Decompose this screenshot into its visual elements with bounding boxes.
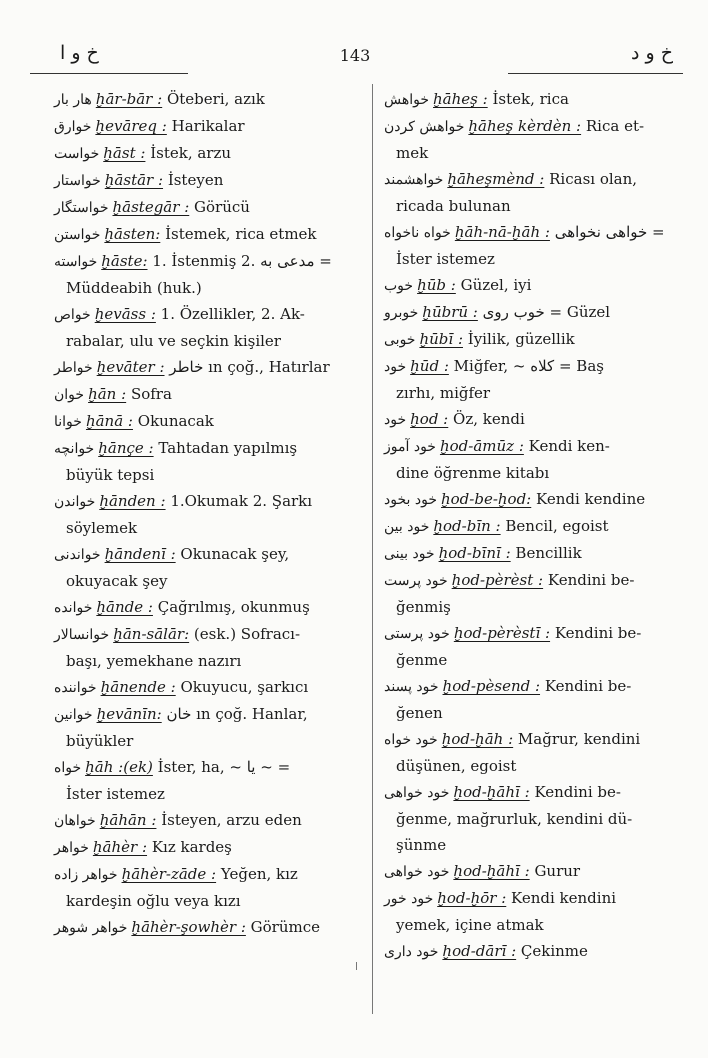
definition-continuation: Müddeabih (huk.) [66,279,202,297]
entry-line [54,488,362,515]
arabic-script-headword: خود داری [384,944,439,960]
dictionary-entry [384,272,684,299]
arabic-script-headword: خواندنی [54,547,101,563]
definition-continuation: başı, yemekhane nazırı [66,652,242,670]
entry-line [384,486,684,513]
arabic-script-headword: خوبرو [384,305,419,321]
definition: Çekinme [520,942,588,960]
arabic-script-headword: خود بخود [384,492,437,508]
definition-continuation: dine öğrenme kitabı [396,464,550,482]
transliteration: ḫāhèr-şowhèr : [131,918,246,936]
transliteration: ḫevāss : [94,305,156,323]
definition: İsteyen [167,171,224,189]
arabic-script-headword: خواهان [54,813,96,829]
definition: İsteyen, arzu eden [161,811,302,829]
definition: (esk.) Sofracı- [193,625,301,643]
arabic-script-headword: خود [384,412,407,428]
definition: Öz, kendi [453,410,525,428]
dictionary-entry [54,248,362,301]
arabic-script-headword: خوانچه [54,441,95,457]
dictionary-entry [54,701,362,754]
dictionary-entry [54,488,362,541]
page-header [0,40,708,80]
margin-mark [356,962,357,970]
header-rule-left [30,73,188,74]
dictionary-entry [54,674,362,701]
transliteration: ḫod-pèrèst : [451,571,544,589]
dictionary-entry [384,779,684,858]
arabic-script-headword: خواستن [54,227,101,243]
transliteration: ḫāheş : [433,90,488,108]
transliteration: ḫod-āmūz : [439,437,524,455]
definition: 1. İstenmiş 2. مدعی به = [152,252,332,270]
transliteration: ḫāhān : [99,811,157,829]
dictionary-entry [384,673,684,726]
transliteration: ḫāhèr-zāde : [121,865,217,883]
entry-line [384,219,684,246]
definition: Görücü [194,198,250,216]
dictionary-entry [384,540,684,567]
entry-line [384,726,684,753]
dictionary-entry [384,486,684,513]
arabic-script-headword: خواهر [54,840,89,856]
transliteration: ḫod-dārī : [442,942,517,960]
arabic-script-headword: خواه [54,760,82,776]
definition: İstemek, rica etmek [165,225,317,243]
dictionary-entry [384,858,684,885]
transliteration: ḫānçe : [98,439,154,457]
transliteration: ḫod-ḫāh : [441,730,514,748]
entry-line [384,779,684,806]
dictionary-entry [384,938,684,965]
arabic-script-headword: خوبی [384,332,416,348]
arabic-script-headword: خوب [384,278,414,294]
transliteration: ḫāst : [103,144,146,162]
definition: Öteberi, azık [166,90,265,108]
arabic-script-headword: خوانا [54,414,82,430]
transliteration: ḫānā : [85,412,133,430]
entry-line [54,167,362,194]
arabic-script-headword: خواهر شوهر [54,920,128,936]
transliteration: ḫevānīn: [96,705,162,723]
dictionary-entry [54,301,362,354]
entry-line [54,301,362,328]
definition-continuation: ğenme, mağrurluk, kendini dü- [396,810,633,828]
entry-line [384,858,684,885]
transliteration: ḫāstegār : [112,198,190,216]
entry-line [384,938,684,965]
entry-line [384,86,684,113]
arabic-script-headword: خوانده [54,600,93,616]
dictionary-entry [54,381,362,408]
dictionary-entry [54,621,362,674]
entry-line [384,673,684,700]
entry-line [384,620,684,647]
transliteration: ḫānde : [96,598,153,616]
definition-continuation: düşünen, egoist [396,757,517,775]
definition-continuation: şünme [396,836,447,854]
arabic-script-headword: خواستار [54,173,101,189]
entry-line [384,406,684,433]
definition-continuation: büyük tepsi [66,466,155,484]
arabic-script-headword: خود پرست [384,573,448,589]
arabic-script-headword: خواست [54,146,100,162]
arabic-script-headword: خواسته [54,254,98,270]
transliteration: ḫod-be-ḫod: [440,490,532,508]
transliteration: ḫod : [410,410,449,428]
arabic-script-headword: خود بین [384,519,430,535]
right-column [384,86,684,965]
entry-line [54,113,362,140]
arabic-script-headword: خوانسالار [54,627,110,643]
arabic-script-headword: خواهش [384,92,430,108]
dictionary-entry [54,594,362,621]
definition-continuation: okuyacak şey [66,572,168,590]
entry-line [54,140,362,167]
definition: 1. Özellikler, 2. Ak- [160,305,305,323]
header-rule-right [508,73,683,74]
dictionary-entry [384,299,684,326]
transliteration: ḫāstār : [104,171,164,189]
entry-line [54,807,362,834]
arabic-script-headword: خود خواهی [384,785,450,801]
arabic-script-headword: خود خواه [384,732,438,748]
definition-continuation: ğenme [396,651,448,669]
dictionary-entry [384,166,684,219]
dictionary-entry [384,353,684,406]
arabic-script-headword: خود [384,359,407,375]
definition: İstek, rica [492,90,569,108]
entry-line [384,113,684,140]
definition-continuation: rabalar, ulu ve seçkin kişiler [66,332,281,350]
dictionary-entry [384,567,684,620]
transliteration: ḫūb : [417,276,456,294]
dictionary-entry [384,219,684,272]
entry-line [384,885,684,912]
transliteration: ḫānende : [100,678,176,696]
definition: Rica et- [585,117,645,135]
definition-continuation: büyükler [66,732,134,750]
transliteration: ḫod-ḫāhī : [453,862,530,880]
dictionary-entry [384,433,684,486]
definition: Kendi ken- [528,437,610,455]
transliteration: ḫāndenī : [104,545,176,563]
dictionary-entry [384,113,684,166]
dictionary-entry [384,513,684,540]
transliteration: ḫod-pèrèstī : [453,624,551,642]
arabic-script-headword: خوان [54,387,85,403]
entry-line [384,567,684,594]
transliteration: ḫūbrū : [422,303,478,321]
left-running-head: خ و ا [60,42,99,64]
dictionary-entry [384,326,684,353]
arabic-script-headword: خود خواهی [384,864,450,880]
entry-line [54,834,362,861]
arabic-script-headword: خوارق [54,119,92,135]
definition-continuation: İster istemez [396,250,495,268]
transliteration: ḫod-ḫōr : [437,889,507,907]
transliteration: ḫevāreq : [95,117,167,135]
entry-line [384,272,684,299]
transliteration: ḫod-ḫāhī : [453,783,530,801]
entry-line [54,248,362,275]
definition: Mağrur, kendini [517,730,641,748]
entry-line [54,408,362,435]
definition: Okunacak [137,412,214,430]
definition: Kendini be- [547,571,635,589]
dictionary-entry [54,194,362,221]
entry-line [384,166,684,193]
dictionary-entry [384,726,684,779]
definition: Kendini be- [544,677,632,695]
dictionary-entry [54,834,362,861]
definition-continuation: ricada bulunan [396,197,511,215]
definition: İster, ha, ~ یا ~ = [157,758,291,776]
transliteration: ḫod-bīn : [433,517,501,535]
arabic-script-headword: خواستگار [54,200,109,216]
arabic-script-headword: خواهشمند [384,172,444,188]
dictionary-entry [54,914,362,941]
arabic-script-headword: خواص [54,307,91,323]
transliteration: ḫānden : [99,492,166,510]
definition: Miğfer, ~ کلاه = Baş [453,357,604,375]
entry-line [54,194,362,221]
transliteration: ḫāste: [101,252,148,270]
dictionary-entry [54,86,362,113]
entry-line [384,326,684,353]
transliteration: ḫāhèr : [92,838,148,856]
definition: Kız kardeş [151,838,232,856]
entry-line [54,914,362,941]
definition: Çağrılmış, okunmuş [157,598,310,616]
definition: خواهی نخواهی = [554,223,665,241]
transliteration: ḫān-sālār: [113,625,190,643]
entry-line [54,381,362,408]
definition: 1.Okumak 2. Şarkı [170,492,313,510]
entry-line [54,541,362,568]
entry-line [384,433,684,460]
entry-line [384,540,684,567]
definition-continuation: ğenmiş [396,598,451,616]
arabic-script-headword: خواه ناخواه [384,225,451,241]
arabic-script-headword: خود خور [384,891,434,907]
arabic-script-headword: خواطر [54,360,93,376]
definition-continuation: ğenen [396,704,443,722]
arabic-script-headword: خوانین [54,707,93,723]
entry-line [384,299,684,326]
entry-line [54,621,362,648]
dictionary-entry [54,541,362,594]
dictionary-entry [54,435,362,488]
definition: Sofra [130,385,172,403]
dictionary-entry [54,754,362,807]
definition: Kendini be- [534,783,621,801]
arabic-script-headword: خواهر زاده [54,867,118,883]
transliteration: ḫāh-nā-ḫāh : [454,223,550,241]
transliteration: ḫān : [88,385,127,403]
arabic-script-headword: خود آموز [384,439,436,455]
arabic-script-headword: خود پسند [384,679,439,695]
definition-continuation: mek [396,144,429,162]
entry-line [54,701,362,728]
arabic-script-headword: خود بینی [384,546,435,562]
definition: İstek, arzu [150,144,232,162]
definition: Tahtadan yapılmış [158,439,298,457]
column-divider [372,84,373,1014]
transliteration: ḫāheşmènd : [447,170,545,188]
transliteration: ḫevāter : [96,358,165,376]
dictionary-entry [54,807,362,834]
entry-line [54,354,362,381]
dictionary-entry [54,113,362,140]
definition: İyilik, güzellik [467,330,575,348]
definition-continuation: İster istemez [66,785,165,803]
entry-line [384,353,684,380]
definition: Kendini be- [554,624,642,642]
definition-continuation: yemek, içine atmak [396,916,544,934]
dictionary-entry [384,86,684,113]
transliteration: ḫār-bār : [95,90,163,108]
dictionary-entry [54,354,362,381]
dictionary-entry [384,620,684,673]
transliteration: ḫāsten: [104,225,161,243]
definition: Gurur [534,862,581,880]
transliteration: ḫod-bīnī : [438,544,511,562]
entry-line [54,861,362,888]
arabic-script-headword: خواهش کردن [384,119,465,135]
dictionary-entry [384,885,684,938]
transliteration: ḫūd : [410,357,449,375]
dictionary-entry [54,221,362,248]
dictionary-entry [54,140,362,167]
definition: Bencillik [515,544,582,562]
arabic-script-headword: خود پرستی [384,626,450,642]
definition: Harikalar [171,117,245,135]
dictionary-entry [54,167,362,194]
transliteration: ḫāh :(ek) [85,758,153,776]
entry-line [54,674,362,701]
definition-continuation: kardeşin oğlu veya kızı [66,892,241,910]
arabic-script-headword: خواننده [54,680,97,696]
entry-line [54,594,362,621]
page-number: 143 [339,46,371,65]
definition: Yeğen, kız [220,865,298,883]
entry-line [54,435,362,462]
dictionary-entry [384,406,684,433]
definition: Bencil, egoist [505,517,609,535]
transliteration: ḫāheş kèrdèn : [468,117,582,135]
definition: Okunacak şey, [180,545,290,563]
transliteration: ḫūbī : [419,330,463,348]
right-running-head: خ و د [631,42,673,64]
entry-line [54,221,362,248]
definition: Ricası olan, [549,170,638,188]
definition: Güzel, iyi [460,276,532,294]
definition: Görümce [250,918,321,936]
arabic-script-headword: خواندن [54,494,96,510]
entry-line [54,86,362,113]
definition-continuation: zırhı, miğfer [396,384,491,402]
definition: خوب روی = Güzel [482,303,611,321]
entry-line [54,754,362,781]
left-column [54,86,362,941]
transliteration: ḫod-pèsend : [442,677,541,695]
definition: خان ın çoğ. Hanlar, [166,705,308,723]
definition: Okuyucu, şarkıcı [180,678,309,696]
definition-continuation: söylemek [66,519,138,537]
definition: Kendi kendine [536,490,646,508]
definition: خاطر ın çoğ., Hatırlar [169,358,330,376]
dictionary-entry [54,861,362,914]
arabic-script-headword: هار بار [54,92,92,108]
definition: Kendi kendini [511,889,617,907]
dictionary-entry [54,408,362,435]
entry-line [384,513,684,540]
